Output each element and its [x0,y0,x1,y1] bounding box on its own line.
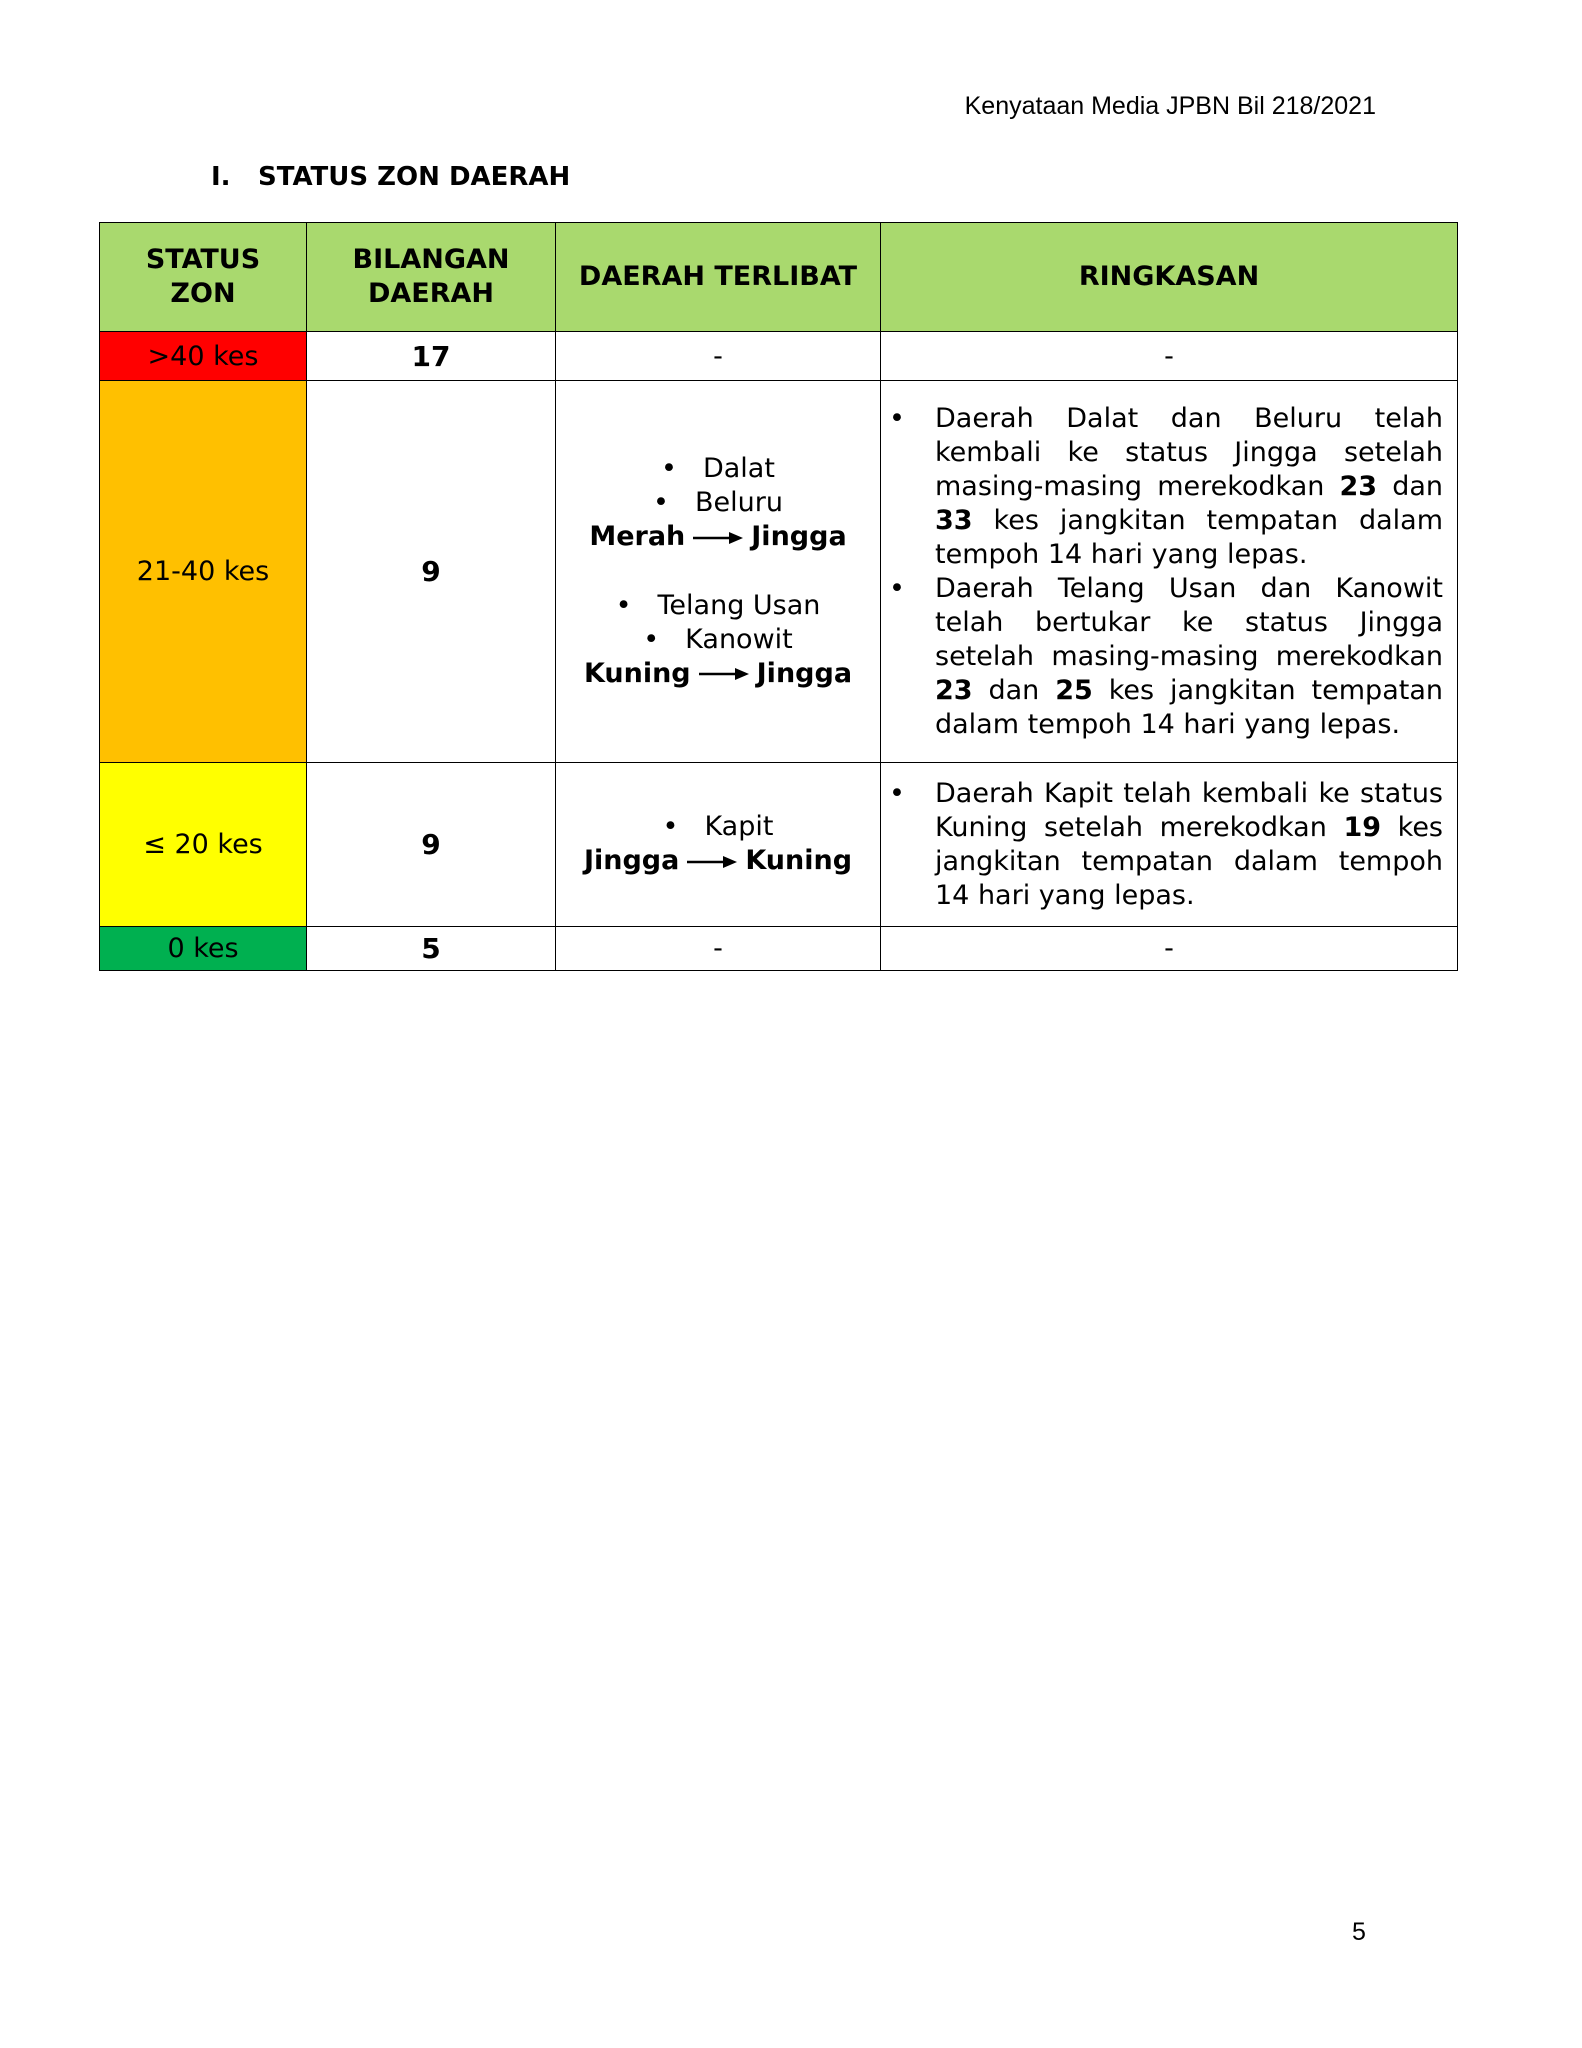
arrow-right-icon [693,521,743,555]
district-item: • Kanowit [556,623,880,657]
section-title-text: STATUS ZON DAERAH [258,162,571,192]
transition-to: Jingga [751,521,847,552]
district-item: • Dalat [556,452,880,486]
zone-status-cell: ≤ 20 kes [100,763,307,927]
districts-cell: - [556,927,881,971]
arrow-right-icon [699,657,749,691]
summary-item: • Daerah Telang Usan dan Kanowit telah bertukar ke status Jingga setelah masing-masing merekodkan 23 dan 25 kes jangkitan tempatan dalam tempoh 14 hari yang lepas. [881,572,1443,742]
table-row [100,927,1458,971]
section-title [211,162,570,192]
summary-cell [881,381,1458,763]
district-count-cell: 5 [307,927,556,971]
district-count-cell: 17 [307,332,556,381]
summary-cell: - [881,332,1458,381]
header-status-zon: STATUS ZON [100,223,307,332]
status-transition [556,657,880,692]
district-item: • Kapit [556,810,880,844]
summary-cell [881,763,1458,927]
zone-status-cell: >40 kes [100,332,307,381]
arrow-right-icon [687,845,737,879]
district-item: • Telang Usan [556,589,880,623]
table-row [100,763,1458,927]
zone-status-cell: 0 kes [100,927,307,971]
transition-from: Jingga [583,845,680,877]
districts-cell [556,763,881,927]
districts-cell [556,381,881,763]
transition-to: Kuning [745,845,853,877]
transition-from: Kuning [583,657,691,689]
summary-item: • Daerah Dalat dan Beluru telah kembali ke status Jingga setelah masing-masing merekodkan 23 dan 33 kes jangkitan tempatan dalam tempoh 14 hari yang lepas. [881,402,1443,572]
status-transition [556,520,880,555]
zone-status-table [99,222,1458,971]
page-number: 5 [1352,1918,1366,1946]
table-row [100,332,1458,381]
header-daerah-terlibat: DAERAH TERLIBAT [556,223,881,332]
zone-status-cell: 21-40 kes [100,381,307,763]
status-transition [556,844,880,879]
transition-to: Jingga [756,657,853,689]
summary-cell: - [881,927,1458,971]
summary-item: • Daerah Kapit telah kembali ke status Kuning setelah merekodkan 19 kes jangkitan tempatan dalam tempoh 14 hari yang lepas. [881,777,1443,913]
section-number: I. [211,162,231,192]
transition-from: Merah [589,521,686,552]
table-row [100,381,1458,763]
district-count-cell: 9 [307,381,556,763]
districts-cell: - [556,332,881,381]
header-ringkasan: RINGKASAN [881,223,1458,332]
document-reference: Kenyataan Media JPBN Bil 218/2021 [964,92,1376,120]
table-header-row [100,223,1458,332]
district-count-cell: 9 [307,763,556,927]
district-item: • Beluru [556,486,880,520]
header-bilangan-daerah: BILANGAN DAERAH [307,223,556,332]
